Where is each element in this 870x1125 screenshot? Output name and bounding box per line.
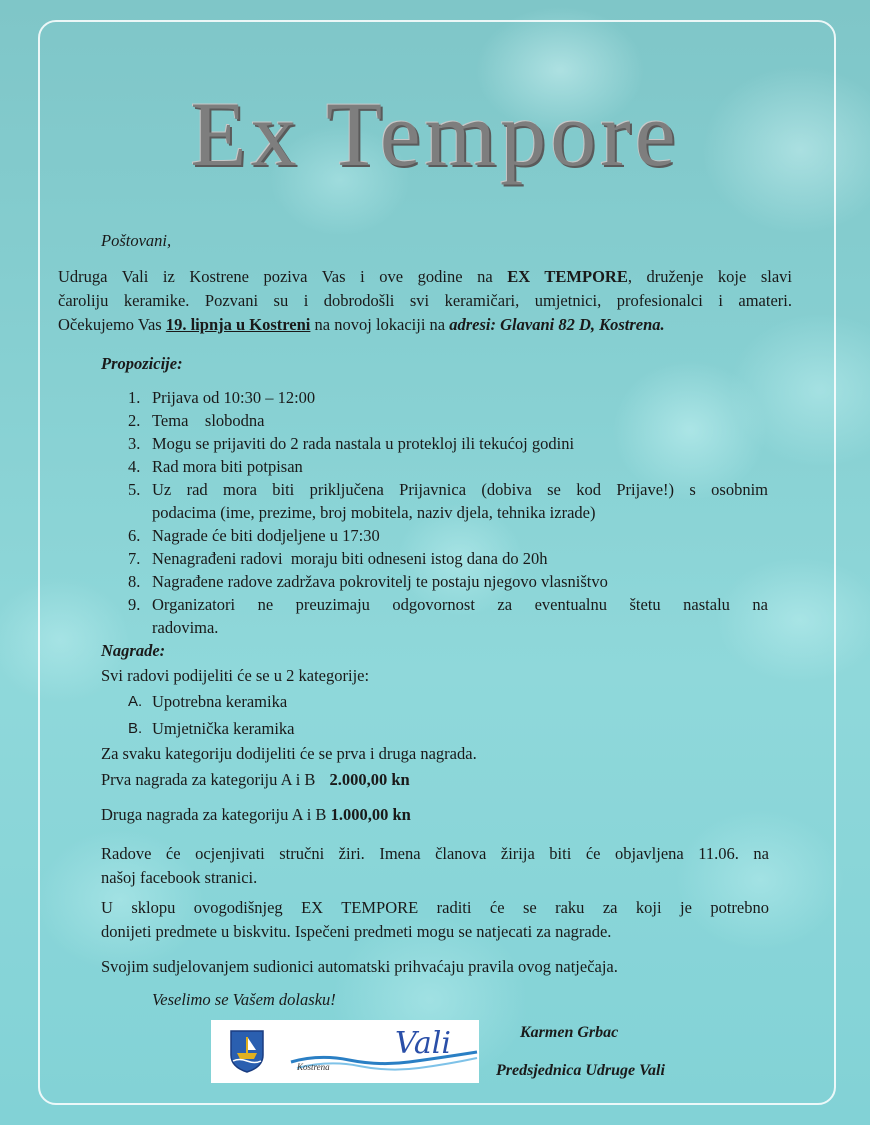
intro-paragraph [58,265,792,337]
signature-name: Karmen Grbac [520,1024,619,1041]
ziri-paragraph: Radove će ocjenjivati stručni žiri. Imena članova žirija biti će objavljena 11.06. na našoj facebook stranici. [101,844,769,887]
pravila-text: Svojim sudjelovanjem sudionici automatski prihvaćaju pravila ovog natječaja. [101,957,618,976]
page-title: Ex Tempore [190,83,680,185]
kostrena-coat-of-arms-icon [229,1029,265,1073]
druga-nagrada: Druga nagrada za kategoriju A i B 1.000,00 kn [101,805,411,824]
kostrena-logo-text: Kostrena [297,1062,330,1072]
vali-logo-text: Vali [395,1026,451,1061]
nagrade-heading: Nagrade: [101,641,166,660]
intro-line-1: Udruga Vali iz Kostrene poziva Vas i ove godine na EX TEMPORE, druženje koje slavi [58,267,793,286]
intro-line-2: čaroliju keramike. Pozvani su i dobrodošli svi keramičari, umjetnici, profesionalci i amateri. [58,291,792,310]
prva-nagrada: Prva nagrada za kategoriju A i B 2.000,00 kn [101,770,410,789]
logo-box [211,1020,479,1083]
nagrade-info: Za svaku kategoriju dodijeliti će se prva i druga nagrada. [101,744,477,763]
intro-line-3: Očekujemo Vas 19. lipnja u Kostreni na novoj lokaciji na adresi: Glavani 82 D, Kostrena. [58,315,665,334]
raku-paragraph: U sklopu ovogodišnjeg EX TEMPORE raditi će se raku za koji je potrebno donijeti predmete u biskvitu. Ispečeni predmeti mogu se natjecati za nagrade. [101,898,769,941]
closing-text: Veselimo se Vašem dolasku! [152,990,336,1009]
kategorije-intro: Svi radovi podijeliti će se u 2 kategorije: [101,666,370,685]
signature-title: Predsjednica Udruge Vali [496,1062,665,1079]
propozicije-heading: Propozicije: [101,354,183,373]
greeting: Poštovani, [101,231,172,250]
